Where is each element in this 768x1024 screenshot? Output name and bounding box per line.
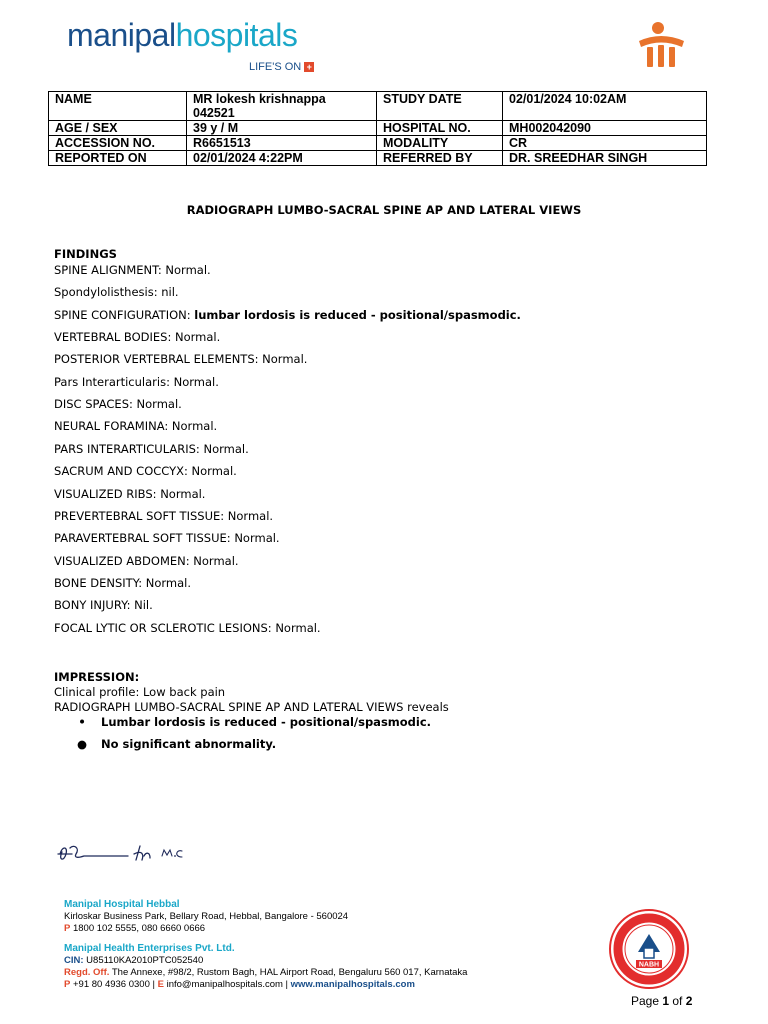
- accession-value: R6651513: [187, 136, 377, 151]
- table-row: [49, 92, 707, 121]
- finding-label: VISUALIZED RIBS:: [54, 487, 161, 501]
- name-line2: 042521: [193, 106, 235, 120]
- impression-item: [76, 737, 276, 751]
- clinical-profile: Clinical profile: Low back pain: [54, 685, 226, 699]
- finding-label: VERTEBRAL BODIES:: [54, 330, 176, 344]
- finding-label: PARAVERTEBRAL SOFT TISSUE:: [54, 531, 235, 545]
- finding-label: NEURAL FORAMINA:: [54, 419, 172, 433]
- cin-value: U85110KA2010PTC052540: [86, 955, 204, 966]
- finding-line: [54, 598, 153, 612]
- hospital-no-label: HOSPITAL NO.: [377, 121, 503, 136]
- finding-line: [54, 621, 321, 635]
- study-date-label: STUDY DATE: [377, 92, 503, 121]
- page-of: of: [669, 994, 686, 1008]
- phone-prefix: P: [64, 923, 71, 934]
- finding-value: Normal.: [191, 464, 237, 478]
- finding-label: VISUALIZED ABDOMEN:: [54, 554, 194, 568]
- finding-line: [54, 576, 191, 590]
- finding-line: [54, 263, 211, 277]
- finding-line: [54, 397, 182, 411]
- bullet-icon: •: [78, 715, 86, 729]
- bullet-icon: ●: [76, 737, 88, 751]
- study-date-value: 02/01/2024 10:02AM: [503, 92, 707, 121]
- finding-value: Normal.: [275, 621, 321, 635]
- reported-on-value: 02/01/2024 4:22PM: [187, 151, 377, 166]
- finding-value: Normal.: [136, 397, 182, 411]
- phone-value: 1800 102 5555, 080 6660 0666: [72, 923, 206, 934]
- finding-value: nil.: [161, 285, 179, 299]
- finding-label: SPINE ALIGNMENT:: [54, 263, 166, 277]
- signature: [56, 840, 206, 870]
- modality-label: MODALITY: [377, 136, 503, 151]
- finding-value: Normal.: [203, 442, 249, 456]
- finding-value: Normal.: [145, 576, 191, 590]
- finding-value: Normal.: [227, 509, 274, 523]
- finding-label: Pars Interarticularis:: [54, 375, 174, 389]
- name-line1: MR lokesh krishnappa: [193, 92, 326, 106]
- impression-text: No significant abnormality.: [101, 737, 277, 751]
- regd-address: The Annexe, #98/2, Rustom Bagh, HAL Airport Road, Bengaluru 560 017, Karnataka: [111, 967, 468, 978]
- logo-hospitals: hospitals: [175, 17, 298, 53]
- cin-label: CIN:: [64, 955, 84, 966]
- footer-cin: [64, 955, 203, 966]
- report-title: RADIOGRAPH LUMBO-SACRAL SPINE AP AND LATERAL VIEWS: [186, 203, 582, 217]
- impression-text: Lumbar lordosis is reduced - positional/spasmodic.: [101, 715, 432, 729]
- referred-by-value: DR. SREEDHAR SINGH: [503, 151, 707, 166]
- page-total: 2: [685, 994, 693, 1008]
- finding-line: [54, 464, 237, 478]
- finding-line: [54, 442, 249, 456]
- logo-manipal: manipal: [67, 17, 176, 53]
- impression-heading: IMPRESSION:: [54, 670, 140, 684]
- finding-line: [54, 285, 179, 299]
- finding-label: BONY INJURY:: [54, 598, 135, 612]
- finding-line: [54, 487, 205, 501]
- finding-value: Normal.: [193, 554, 239, 568]
- page-prefix: Page: [631, 994, 663, 1008]
- finding-line: [54, 308, 521, 322]
- finding-label: DISC SPACES:: [54, 397, 137, 411]
- finding-value: lumbar lordosis is reduced - positional/spasmodic.: [194, 308, 521, 322]
- footer-company: Manipal Health Enterprises Pvt. Ltd.: [64, 943, 235, 954]
- finding-label: PARS INTERARTICULARIS:: [54, 442, 204, 456]
- nabh-text: NABH: [638, 961, 660, 969]
- contact-p-prefix: P: [64, 979, 71, 990]
- finding-value: Normal.: [165, 263, 211, 277]
- tagline: [249, 61, 314, 73]
- footer-contact: P +91 80 4936 0300 | E info@manipalhospitals.com | www.manipalhospitals.com: [64, 979, 415, 990]
- impression-item: [76, 715, 431, 729]
- findings-heading: FINDINGS: [54, 247, 117, 261]
- footer-hospital-name: Manipal Hospital Hebbal: [64, 899, 180, 910]
- contact-e-prefix: E: [157, 979, 164, 990]
- reveals-line: RADIOGRAPH LUMBO-SACRAL SPINE AP AND LATERAL VIEWS reveals: [54, 700, 449, 714]
- footer-address: Kirloskar Business Park, Bellary Road, Hebbal, Bangalore - 560024: [64, 911, 349, 922]
- footer-regd: [64, 967, 467, 978]
- finding-label: FOCAL LYTIC OR SCLEROTIC LESIONS:: [54, 621, 276, 635]
- finding-line: [54, 531, 280, 545]
- age-sex-value: 39 y / M: [187, 121, 377, 136]
- finding-label: SACRUM AND COCCYX:: [54, 464, 192, 478]
- finding-label: BONE DENSITY:: [54, 576, 146, 590]
- hospital-no-value: MH002042090: [503, 121, 707, 136]
- tagline-text: LIFE'S ON: [249, 61, 302, 73]
- page-number: [631, 994, 692, 1008]
- finding-label: SPINE CONFIGURATION:: [54, 308, 195, 322]
- finding-line: [54, 554, 239, 568]
- hospital-logo: [67, 17, 297, 53]
- modality-value: CR: [503, 136, 707, 151]
- referred-by-label: REFERRED BY: [377, 151, 503, 166]
- finding-value: Normal.: [234, 531, 280, 545]
- age-sex-label: AGE / SEX: [49, 121, 187, 136]
- finding-value: Normal.: [175, 330, 221, 344]
- page-current: 1: [662, 994, 670, 1008]
- patient-info-table: [48, 91, 707, 166]
- finding-value: Normal.: [160, 487, 206, 501]
- finding-value: Normal.: [171, 419, 218, 433]
- contact-phone: +91 80 4936 0300: [72, 979, 150, 990]
- footer-phone: [64, 923, 205, 934]
- email-link[interactable]: info@manipalhospitals.com: [166, 979, 283, 990]
- table-row: [49, 151, 707, 166]
- finding-line: [54, 375, 219, 389]
- website-link[interactable]: www.manipalhospitals.com: [290, 979, 415, 990]
- accession-label: ACCESSION NO.: [49, 136, 187, 151]
- finding-line: [54, 352, 307, 366]
- name-label: NAME: [49, 92, 187, 121]
- regd-label: Regd. Off.: [64, 967, 110, 978]
- nabh-seal: [608, 908, 690, 990]
- finding-label: POSTERIOR VERTEBRAL ELEMENTS:: [54, 352, 263, 366]
- finding-value: Normal.: [173, 375, 219, 389]
- table-row: [49, 136, 707, 151]
- finding-value: Nil.: [134, 598, 153, 612]
- finding-line: [54, 330, 220, 344]
- finding-line: [54, 509, 273, 523]
- finding-label: PREVERTEBRAL SOFT TISSUE:: [54, 509, 228, 523]
- finding-line: [54, 419, 217, 433]
- manipal-brand-icon: [636, 17, 686, 72]
- reported-on-label: REPORTED ON: [49, 151, 187, 166]
- finding-label: Spondylolisthesis:: [54, 285, 162, 299]
- finding-value: Normal.: [262, 352, 308, 366]
- name-value: [187, 92, 377, 121]
- plus-icon: +: [304, 62, 314, 72]
- table-row: [49, 121, 707, 136]
